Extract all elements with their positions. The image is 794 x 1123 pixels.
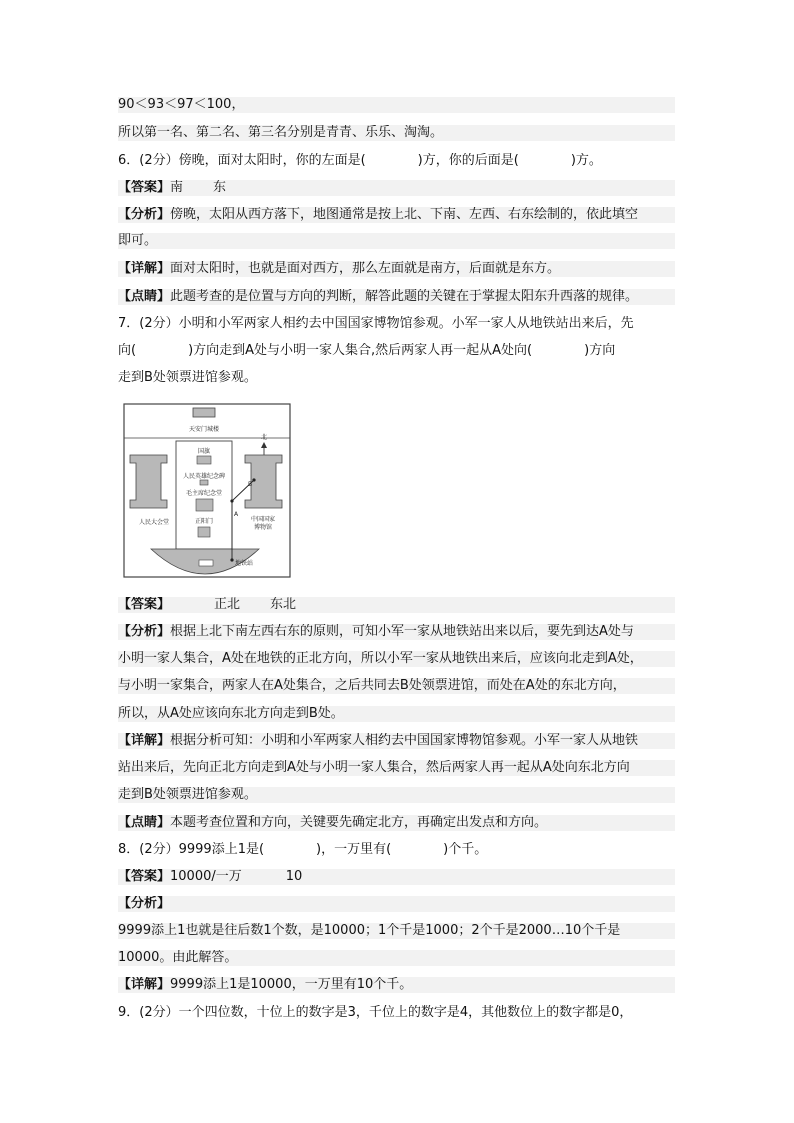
mausoleum-label: 毛主席纪念堂	[185, 490, 223, 497]
analysis-text: 傍晚，太阳从西方落下，地图通常是按上北、下南、左西、右东绘制的，依此填空	[170, 207, 639, 222]
question-7-line-3: 走到B处领票进馆参观。	[118, 370, 257, 385]
subway-point	[230, 558, 233, 561]
q6-analysis-cont: 即可。	[118, 233, 675, 249]
q8-analysis-1: 9999添上1也就是往后数1个数，是10000；1个千是1000；2个千是2000…10个千是	[118, 923, 675, 939]
museum-label-2: 博物馆	[253, 524, 273, 531]
q7-analysis-4: 所以，从A处应该向东北方向走到B处。	[118, 706, 675, 722]
north-label: 北	[260, 434, 268, 441]
answer-value: 东北	[270, 597, 297, 612]
point-b-label: B	[248, 481, 253, 488]
subway-entrance	[199, 560, 213, 566]
monument-label: 人民英雄纪念碑	[182, 473, 226, 480]
tip-label: 【点睛】	[118, 289, 171, 304]
q7-answer	[118, 597, 675, 613]
q8-answer	[118, 869, 675, 885]
tiananmen-gate	[193, 408, 215, 417]
q8-detail	[118, 977, 675, 993]
point-a-label: A	[234, 511, 239, 518]
flag-block	[197, 456, 211, 464]
answer-label: 【答案】	[118, 869, 171, 884]
tip-label: 【点睛】	[118, 815, 171, 830]
question-7-line-1: 7．(2分）小明和小军两家人相约去中国国家博物馆参观。小军一家人从地铁站出来后，先	[118, 316, 634, 331]
q7-tip	[118, 815, 675, 831]
answer-value: 10	[285, 869, 303, 884]
q7-detail-2: 站出来后，先向正北方向走到A处与小明一家人集合，然后两家人再一起从A处向东北方向	[118, 760, 675, 776]
answer-value: 东	[213, 180, 227, 195]
q8-analysis-label: 【分析】	[118, 896, 675, 912]
question-8: 8．(2分）9999添上1是( )，一万里有( )个千。	[118, 842, 488, 857]
tip-text: 本题考查位置和方向，关键要先确定北方，再确定出发点和方向。	[170, 815, 548, 830]
q7-analysis-1	[118, 624, 675, 640]
analysis-text: 根据上北下南左西右东的原则，可知小军一家从地铁站出来以后，要先到达A处与	[170, 624, 634, 639]
question-9: 9．(2分）一个四位数，十位上的数字是3，千位上的数字是4，其他数位上的数字都是0，	[118, 1005, 633, 1020]
answer-value: 10000/一万	[170, 869, 242, 884]
zhengyangmen-label: 正阳门	[194, 518, 214, 525]
line-ranking-conclusion: 所以第一名、第二名、第三名分别是青青、乐乐、淘淘。	[118, 125, 675, 141]
detail-label: 【详解】	[118, 261, 171, 276]
detail-text: 面对太阳时，也就是面对西方，那么左面就是南方，后面就是东方。	[170, 261, 561, 276]
question-7-line-2: 向( )方向走到A处与小明一家人集合,然后两家人再一起从A处向( )方向	[118, 343, 616, 358]
q7-analysis-2: 小明一家人集合，A处在地铁的正北方向，所以小军一家从地铁出来后，应该向北走到A处，	[118, 651, 675, 667]
q6-analysis	[118, 207, 675, 223]
analysis-label: 【分析】	[118, 207, 171, 222]
analysis-label: 【分析】	[118, 624, 171, 639]
point-a-marker	[230, 499, 233, 502]
answer-value: 南	[170, 180, 184, 195]
detail-text: 根据分析可知：小明和小军两家人相约去中国国家博物馆参观。小军一家人从地铁	[170, 733, 639, 748]
q7-detail-3: 走到B处领票进馆参观。	[118, 787, 675, 803]
subway-label: 地铁站	[235, 560, 254, 567]
q8-analysis-2: 10000。由此解答。	[118, 950, 675, 966]
detail-label: 【详解】	[118, 977, 171, 992]
flag-label: 国旗	[197, 448, 211, 455]
museum-label-1: 中国国家	[250, 516, 276, 523]
tiananmen-label: 天安门城楼	[188, 426, 220, 433]
detail-label: 【详解】	[118, 733, 171, 748]
zhengyangmen-block	[198, 527, 210, 537]
mausoleum-block	[196, 499, 213, 511]
answer-label: 【答案】	[118, 597, 171, 612]
q6-answer	[118, 180, 675, 196]
question-6: 6．(2分）傍晚，面对太阳时，你的左面是( )方，你的后面是( )方。	[118, 153, 602, 168]
great-hall-label: 人民大会堂	[138, 519, 170, 526]
q7-analysis-3: 与小明一家集合，两家人在A处集合，之后共同去B处领票进馆，而处在A处的东北方向，	[118, 678, 675, 694]
line-inequality: 90＜93＜97＜100，	[118, 97, 675, 113]
answer-value: 正北	[214, 597, 241, 612]
tiananmen-square-map	[123, 403, 291, 578]
q6-detail	[118, 261, 675, 277]
q7-detail-1	[118, 733, 675, 749]
point-b-marker	[252, 478, 255, 481]
tip-text: 此题考查的是位置与方向的判断，解答此题的关键在于掌握太阳东升西落的规律。	[170, 289, 639, 304]
monument-block	[200, 480, 208, 485]
answer-label: 【答案】	[118, 180, 171, 195]
detail-text: 9999添上1是10000，一万里有10个千。	[170, 977, 413, 992]
q6-tip	[118, 289, 675, 305]
